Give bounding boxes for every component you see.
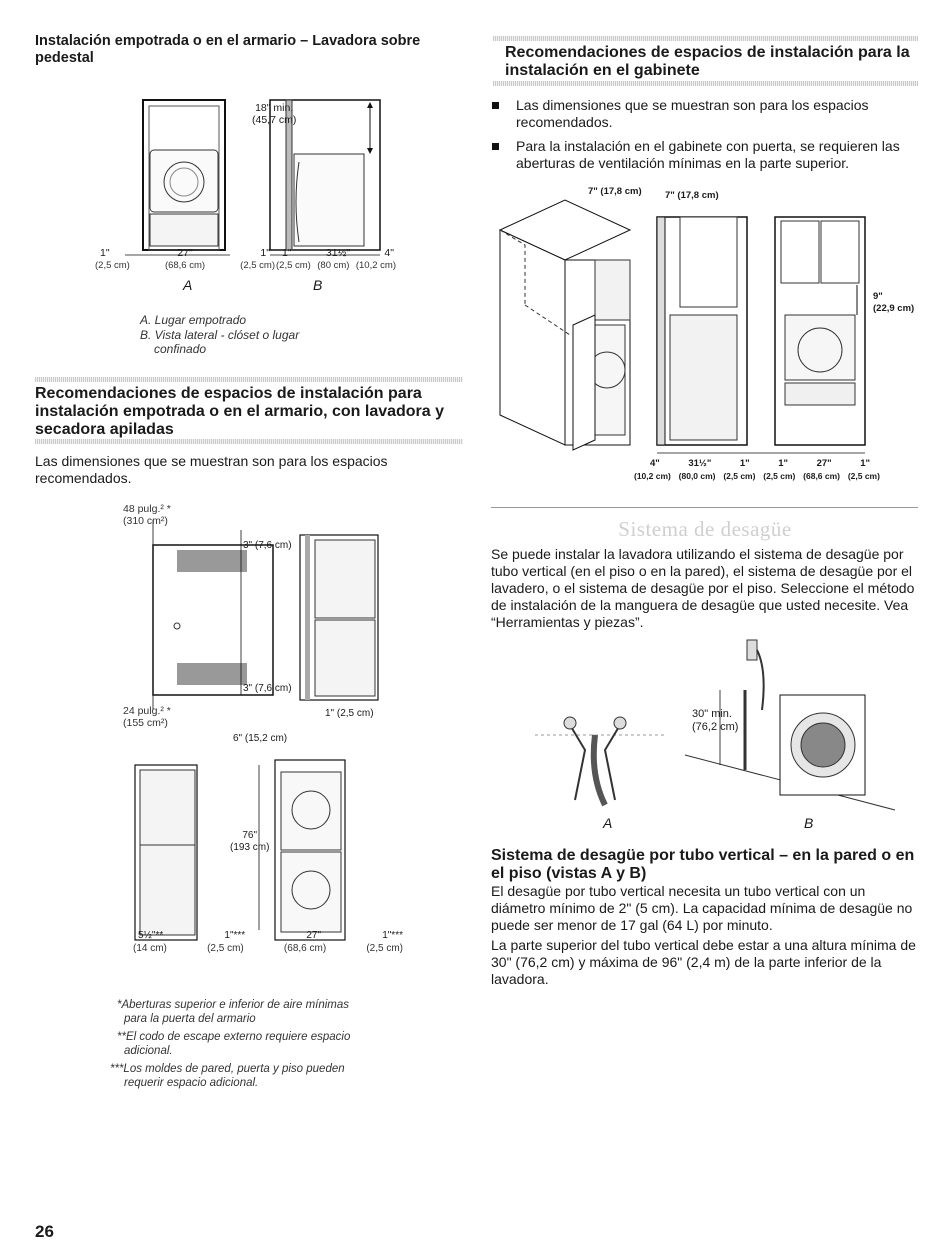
drain-min-height: 30" min.: [692, 708, 732, 720]
dim-b-cm-3: (10,2 cm): [355, 260, 396, 271]
caption-a: A. Lugar empotrado: [140, 313, 247, 327]
footnote-3: ***Los moldes de pared, puerta y piso pueden: [110, 1063, 345, 1075]
dim-9in-cm: (22,9 cm): [873, 303, 915, 314]
bullet-1: Las dimensiones que se muestran son para los espacios recomendados.: [516, 97, 869, 130]
vent-bottom-area-cm: (155 cm²): [123, 717, 168, 729]
stack-height: 76": [242, 830, 258, 841]
footnote-2-cont: adicional.: [124, 1045, 173, 1057]
cab-dim-cm-3: (2,5 cm): [723, 471, 756, 481]
figure4-label-b: B: [804, 815, 814, 831]
dims-a-cm-row: [95, 260, 275, 272]
vent-top-area-cm: (310 cm²): [123, 515, 168, 527]
section-rule: [493, 36, 918, 41]
standpipe-para-1: El desagüe por tubo vertical necesita un tubo vertical con un diámetro mínimo de 2" (5 cm). La capacidad mínima de desagüe no puede ser menor de 17 gal (64 L) por minuto.: [491, 883, 913, 933]
dims-a-row: [100, 247, 270, 259]
cab-dim-5: 27": [816, 458, 832, 469]
stack-bottom-dims-cm: [133, 943, 403, 955]
figure1-label-b: B: [313, 277, 323, 293]
vent-bottom-area: 24 pulg.² *: [123, 705, 171, 717]
dim-9in: 9": [873, 291, 883, 302]
dim-b-cm-2: (80 cm): [317, 260, 350, 271]
dim-7in-mid: 7" (17,8 cm): [665, 190, 719, 201]
bullet-2: Para la instalación en el gabinete con puerta, se requieren las aberturas de ventilación mínimas en la parte superior.: [516, 138, 900, 171]
figure4-label-a: A: [603, 815, 613, 831]
dim-b-1: 1": [282, 247, 292, 259]
standpipe-heading: Sistema de desagüe por tubo vertical – en la pared o en el piso (vistas A y B): [491, 847, 915, 882]
footnote-3-cont: requerir espacio adicional.: [124, 1077, 259, 1089]
dim-a-3: 1": [260, 247, 270, 259]
cab-dim-3: 1": [739, 458, 750, 469]
cabinet-bottom-dims: [650, 458, 870, 469]
dim-a-cm-3: (2,5 cm): [240, 260, 275, 271]
dim-b-2: 31½": [325, 247, 351, 259]
drain-intro: Se puede instalar la lavadora utilizando el sistema de desagüe por tubo vertical (en el piso o en la pared), el sistema de desagüe por el lavadero, o el sistema de desagüe por el piso. Seleccione el método de instalación de la manguera de desagüe que usted necesite. Vea “Herramientas y piezas”.: [491, 546, 915, 630]
heading-pedestal-install: Instalación empotrada o en el armario – Lavadora sobre pedestal: [35, 33, 421, 66]
gap-bottom: 3" (7,6 cm): [243, 683, 292, 694]
cab-dim-2: 31½": [688, 458, 712, 469]
standpipe-para-2: La parte superior del tubo vertical debe estar a una altura mínima de 30" (76,2 cm) y máxima de 96" (2,4 m) de la parte inferior de la lavadora.: [491, 937, 916, 987]
stack-dim-cm-4: (2,5 cm): [366, 943, 403, 954]
section-rule: [491, 507, 918, 508]
dim-a-cm-1: (2,5 cm): [95, 260, 130, 271]
dim-top-min: 18" min.: [255, 102, 294, 114]
dims-b-row: [282, 247, 394, 259]
bullet-marker: [492, 143, 499, 150]
cab-dim-1: 4": [650, 458, 660, 469]
cab-dim-cm-5: (68,6 cm): [803, 471, 841, 481]
cab-dim-6: 1": [860, 458, 870, 469]
stack-bottom-dims: [138, 930, 403, 942]
footnote-1-cont: para la puerta del armario: [124, 1013, 256, 1025]
dim-top-min-cm: (45,7 cm): [252, 114, 297, 126]
stack-dim-3: 27": [306, 930, 322, 941]
dim-a-1: 1": [100, 247, 110, 259]
cabinet-bottom-dims-cm: [634, 471, 880, 481]
stack-dim-cm-3: (68,6 cm): [283, 943, 327, 954]
dim-a-2: 27": [177, 247, 193, 259]
bullet-marker: [492, 102, 499, 109]
caption-b-cont: confinado: [154, 342, 207, 356]
stack-dim-4: 1"***: [382, 930, 403, 941]
side-gap: 1" (2,5 cm): [325, 708, 374, 719]
stack-height-cm: (193 cm): [230, 842, 270, 853]
section-rule: [35, 439, 463, 444]
footnote-1: *Aberturas superior e inferior de aire mínimas: [117, 999, 350, 1011]
dim-b-cm-1: (2,5 cm): [276, 260, 311, 271]
stack-dim-2: 1"***: [224, 930, 246, 941]
stack-dim-cm-2: (2,5 cm): [207, 943, 244, 954]
footnote-2: **El codo de escape externo requiere espacio: [117, 1031, 351, 1043]
caption-b: B. Vista lateral - clóset o lugar: [140, 328, 300, 342]
page-number: 26: [35, 1222, 54, 1241]
stacked-intro: Las dimensiones que se muestran son para los espacios recomendados.: [35, 453, 388, 486]
dim-b-3: 4": [384, 247, 394, 259]
vent-top-area: 48 pulg.² *: [123, 503, 171, 515]
cab-dim-cm-1: (10,2 cm): [634, 471, 671, 481]
drain-section-title: Sistema de desagüe: [618, 517, 792, 541]
cab-dim-4: 1": [778, 458, 789, 469]
section-rule: [493, 81, 918, 86]
cab-dim-cm-6: (2,5 cm): [847, 471, 880, 481]
stack-dim-1: 5½"**: [138, 930, 164, 941]
dim-a-cm-2: (68,6 cm): [164, 260, 206, 271]
dims-b-cm-row: [276, 260, 396, 272]
drain-min-height-cm: (76,2 cm): [692, 721, 739, 733]
dim-7in-left: 7" (17,8 cm): [588, 186, 642, 197]
gap-top: 3" (7,6 cm): [243, 540, 292, 551]
figure-cabinet: [495, 185, 905, 485]
cab-dim-cm-2: (80,0 cm): [678, 471, 716, 481]
top-clearance: 6" (15,2 cm): [233, 733, 288, 744]
cab-dim-cm-4: (2,5 cm): [763, 471, 796, 481]
figure1-label-a: A: [183, 277, 193, 293]
section-rule: [35, 377, 463, 382]
stack-dim-cm-1: (14 cm): [133, 943, 167, 954]
heading-stacked-install: Recomendaciones de espacios de instalación para instalación empotrada o en el armario, con lavadora y secadora apiladas: [35, 385, 445, 438]
heading-cabinet-install: Recomendaciones de espacios de instalación para la instalación en el gabinete: [505, 44, 910, 79]
